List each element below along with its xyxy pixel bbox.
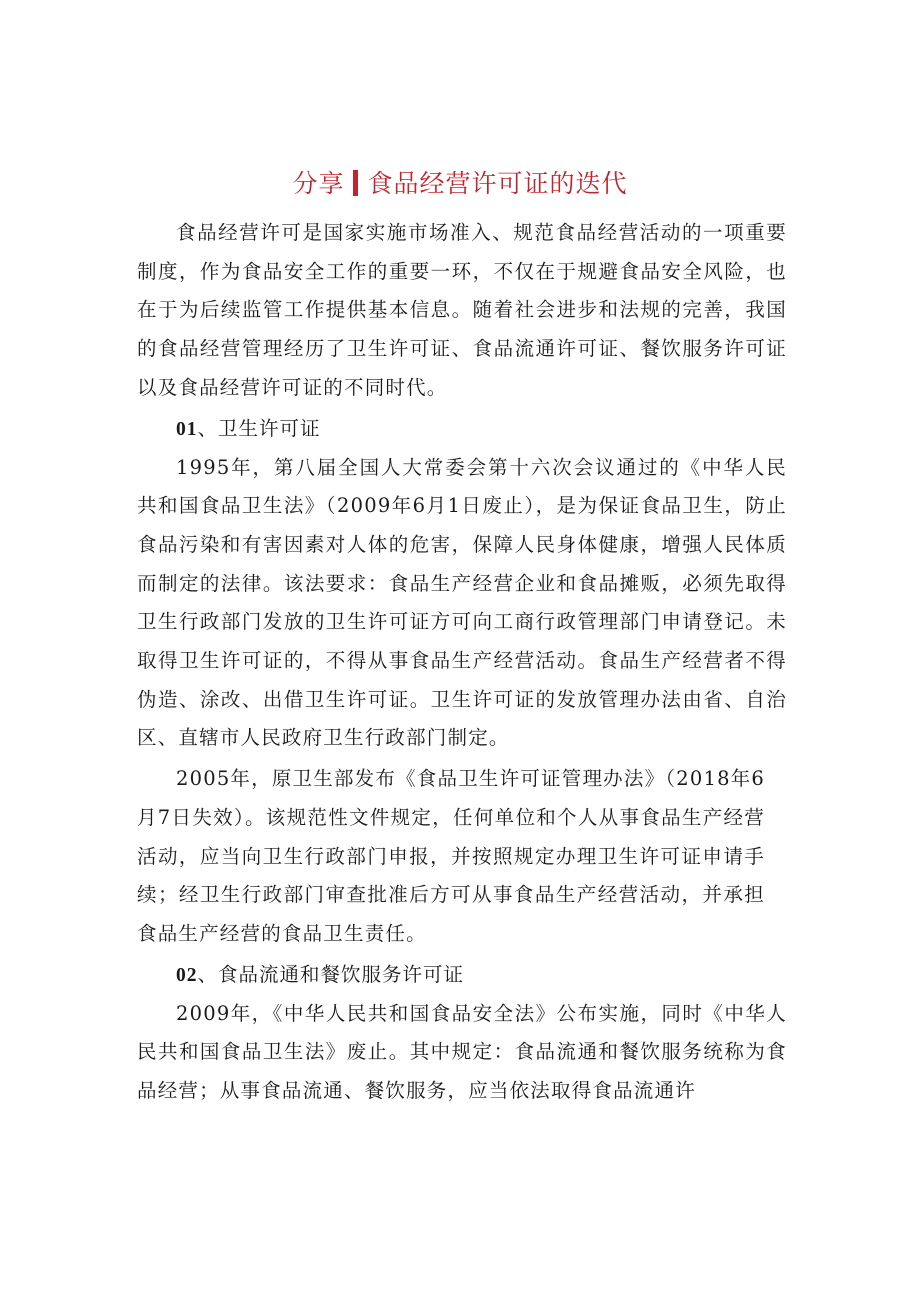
section2-paragraph-1: 2009年，《中华人民共和国食品安全法》公布实施，同时《中华人民共和国食品卫生法》废止。其中规定：食品流通和餐饮服务统称为食品经营；从事食品流通、餐饮服务，应当依法取得食品流通许 — [137, 1001, 787, 1103]
section-title: 、卫生许可证 — [197, 416, 321, 440]
title-main: 食品经营许可证的迭代 — [367, 169, 628, 198]
section1-paragraph-2: 2005年，原卫生部发布《食品卫生许可证管理办法》（2018年6月7日失效）。该规范性文件规定，任何单位和个人从事食品生产经营活动，应当向卫生行政部门申报，并按照规定办理卫生许可证申请手续；经卫生行政部门审查批准后方可从事食品生产经营活动，并承担食品生产经营的食品卫生责任。 — [137, 767, 765, 945]
title-divider-bar — [353, 170, 358, 196]
title-prefix: 分享 — [292, 169, 345, 198]
intro-paragraph: 食品经营许可是国家实施市场准入、规范食品经营活动的一项重要制度，作为食品安全工作的重要一环，不仅在于规避食品安全风险，也在于为后续监管工作提供基本信息。随着社会进步和法规的完善，我国的食品经营管理经历了卫生许可证、食品流通许可证、餐饮服务许可证以及食品经营许可证的不同时代。 — [137, 221, 787, 399]
document-title — [0, 166, 920, 202]
document-body — [137, 214, 787, 1113]
section-title: 、食品流通和餐饮服务许可证 — [197, 962, 465, 986]
section1-paragraph-1: 1995年，第八届全国人大常委会第十六次会议通过的《中华人民共和国食品卫生法》（2009年6月1日废止），是为保证食品卫生，防止食品污染和有害因素对人体的危害，保障人民身体健康，增强人民体质而制定的法律。该法要求：食品生产经营企业和食品摊贩，必须先取得卫生行政部门发放的卫生许可证方可向工商行政管理部门申请登记。未取得卫生许可证的，不得从事食品生产经营活动。食品生产经营者不得伪造、涂改、出借卫生许可证。卫生许可证的发放管理办法由省、自治区、直辖市人民政府卫生行政部门制定。 — [137, 455, 787, 750]
section-number: 02 — [176, 964, 198, 986]
section-heading-2 — [137, 956, 787, 995]
section-heading-1 — [137, 410, 787, 449]
section-number: 01 — [176, 418, 198, 440]
